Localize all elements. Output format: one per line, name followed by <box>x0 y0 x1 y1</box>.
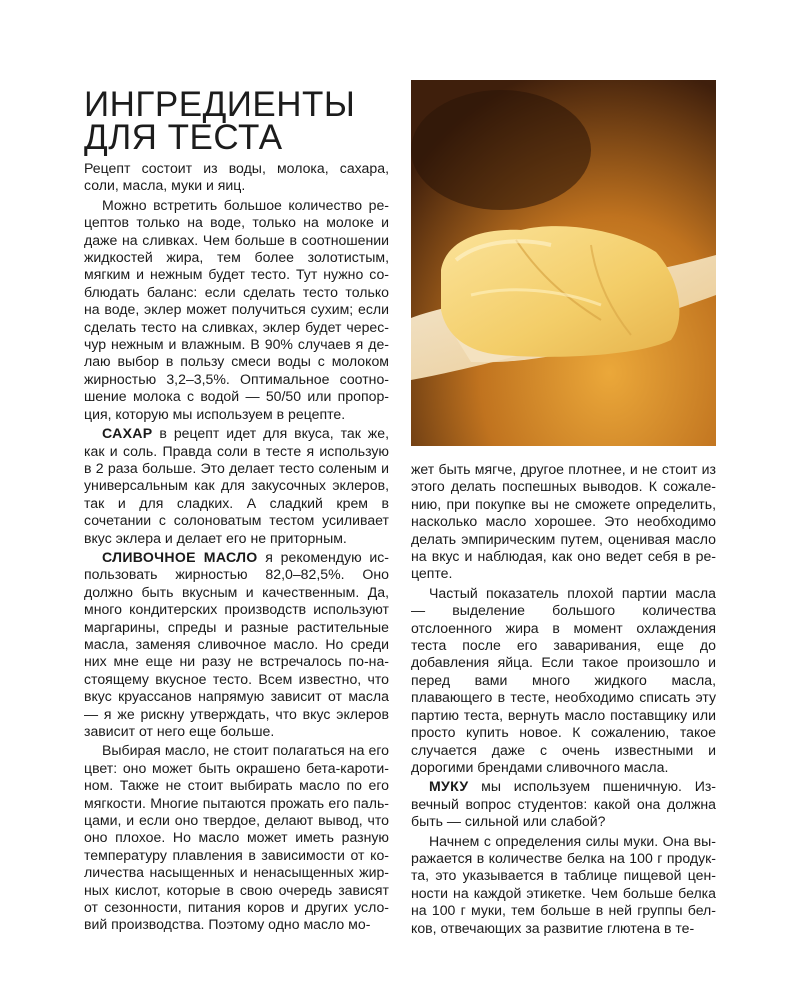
flour-keyword: МУКУ <box>429 778 469 795</box>
page-title-line-1: ИНГРЕДИЕНТЫ <box>84 85 356 124</box>
liquids-paragraph: Можно встретить большое количество рецептов только на воде, только на молоке и даже на сливках. Чем больше в соотношении жидкостей жира, тем более золотистым, мягким и нежным будет тесто. Тут нужно соблюдать баланс: если сделать тесто только на воде, эклер может получиться сухим; если сделать тесто на сливках, эклер будет чересчур нежным и влажным. В 90% случаев я делаю выбор в пользу смеси воды с молоком жирностью 3,2–3,5%. Оптимальное соотношение молока с водой — 50/50 или пропорция, которую мы используем в рецепте. <box>84 196 389 422</box>
intro-paragraph: Рецепт состоит из воды, молока, сахара, соли, масла, муки и яиц. <box>84 160 389 194</box>
flour-text: мы используем пшеничную. Извечный вопрос студентов: какой она должна быть — сильной или слабой? <box>411 778 716 830</box>
sugar-keyword: САХАР <box>102 425 153 442</box>
sugar-text: в рецепт идет для вкуса, так же, как и соль. Правда соли в тесте я использую в 2 раза больше. Это делает тесто соленым и универсальным как для закусочных эклеров, так и для сладких. А сладкий крем в сочетании с солоноватым тестом усиливает вкус эклера и делает его не приторным. <box>84 425 389 546</box>
butter-continuation-paragraph: жет быть мягче, другое плотнее, и не стоит из этого делать поспешных выводов. К сожалению, при покупке вы не сможете определить, насколько масло хорошее. Это необходимо делать эмпирическим путем, оценивая масло на вкус и наблюдая, как оно ведет себя в рецепте. <box>411 461 716 582</box>
right-text-column <box>411 461 716 939</box>
flour-strength-paragraph: Начнем с определения силы муки. Она выражается в количестве белка на 100 г продукта, это указывается в таблице пищевой ценности на каждой этикетке. Чем больше белка на 100 г муки, тем больше в ней группы белков, отвечающих за развитие глютена в те- <box>411 832 716 936</box>
bad-butter-paragraph: Частый показатель плохой партии масла — выделение большого количества отслоенного жира в момент охлаждения теста после его заваривания, еще до добавления яйца. Если такое произошло и перед вами много жидкого масла, плавающего в тесте, необходимо списать эту партию теста, вернуть масло поставщику или просто купить новое. К сожалению, такое случается даже с очень известными и дорогими брендами сливочного масла. <box>411 584 716 775</box>
butter-on-spoon-photo <box>411 80 716 446</box>
flour-paragraph <box>411 778 716 830</box>
page-title-line-2: ДЛЯ ТЕСТА <box>84 118 283 157</box>
butter-photo <box>411 80 716 446</box>
butter-choice-paragraph: Выбирая масло, не стоит полагаться на его цвет: оно может быть окрашено бета-каротином. Также не стоит выбирать масло по его мягкости. Многие пытаются прожать его пальцами, и если оно твердое, делают вывод, что оно плохое. Но масло может иметь разную температуру плавления в зависимости от количества насыщенных и ненасыщенных жирных кислот, которые в свою очередь зависят от сезонности, питания коров и других условий производства. Поэтому одно масло мо- <box>84 742 389 933</box>
page-title <box>84 85 394 157</box>
butter-keyword: СЛИВОЧНОЕ МАСЛО <box>102 548 258 565</box>
left-text-column <box>84 160 389 936</box>
butter-paragraph <box>84 549 389 740</box>
butter-text: я рекомендую использовать жирностью 82,0–82,5%. Оно должно быть вкусным и качественным. Да, много кондитерских производств используют маргарины, спреды и разные растительные масла, заменяя сливочное масло. Но среди них мне еще ни разу не встречалось по-настоящему вкусное тесто. Всем известно, что вкус круассанов напрямую зависит от масла — я же рискну утверждать, что вкус эклеров зависит от него еще больше. <box>84 548 389 739</box>
sugar-paragraph <box>84 425 389 547</box>
